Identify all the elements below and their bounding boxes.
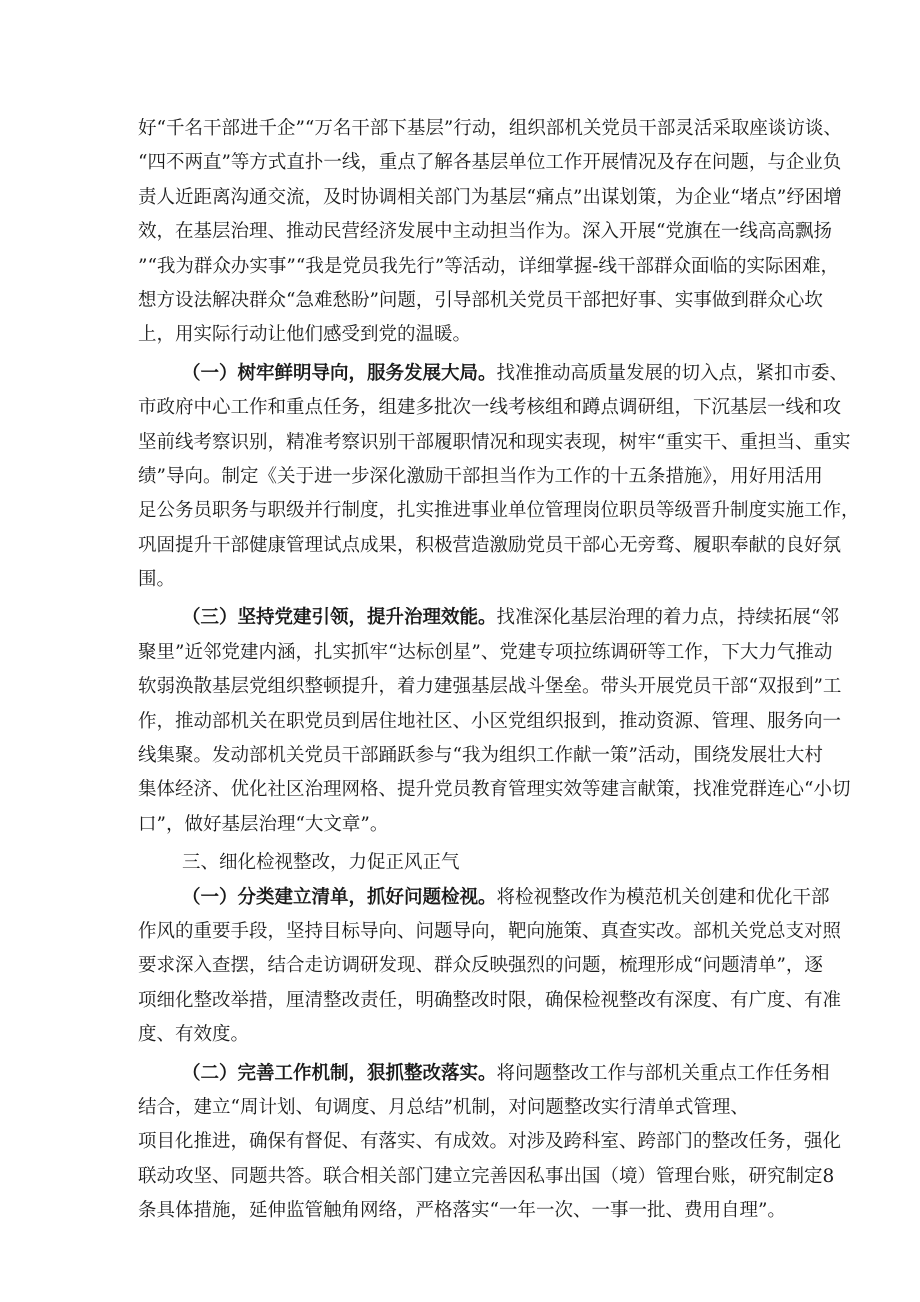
text-line: 责人近距离沟通交流，及时协调相关部门为基层“痛点”出谋划策，为企业“堵点”纾困增 — [138, 186, 842, 208]
text-line: 市政府中心工作和重点任务，组建多批次一线考核组和蹲点调研组，下沉基层一线和攻 — [138, 397, 842, 419]
text-line — [138, 881, 830, 915]
text-line: 想方设法解决群众“急难愁盼”问题，引导部机关党员干部把好事、实事做到群众心坎 — [138, 289, 823, 311]
paragraph-heading: （二）完善工作机制，狠抓整改落实。 — [182, 1062, 497, 1084]
section-title-block — [138, 846, 784, 880]
text-line: 条具体措施，延伸监管触角网络，严格落实“一年一次、一事一批、费用自理”。 — [138, 1200, 786, 1222]
text-line: ”“我为群众办实事”“我是党员我先行”等活动，详细掌握-线干部群众面临的实际困难， — [138, 255, 840, 277]
text-run: 找准推动高质量发展的切入点，紧扣市委、 — [496, 362, 849, 384]
text-line: 效，在基层治理、推动民营经济发展中主动担当作为。深入开展“党旗在一线高高飘扬 — [138, 221, 832, 243]
text-line: 巩固提升干部健康管理试点成果，积极营造激励党员干部心无旁骛、履职奉献的良好氛 — [138, 534, 842, 556]
text-line: 绩”导向。制定《关于进一步深化激励干部担当作为工作的十五条措施》，用好用活用 — [138, 465, 823, 487]
paragraph-party-building — [138, 601, 851, 842]
text-line: 作风的重要手段，坚持目标导向、问题导向，靶向施策、真查实改。部机关党总支对照 — [138, 920, 842, 942]
text-line: 结合，建立“周计划、旬调度、月总结”机制，对问题整改实行清单式管理、 — [138, 1096, 749, 1118]
text-line: 上，用实际行动让他们感受到党的温暖。 — [138, 324, 472, 346]
text-line — [138, 601, 839, 635]
text-line: 集体经济、优化社区治理网格、提升党员教育管理实效等建言献策，找准党群连心“小切 — [138, 779, 851, 801]
text-line: 作，推动部机关在职党员到居住地社区、小区党组织报到，推动资源、管理、服务向一 — [138, 710, 842, 732]
text-line: 聚里”近邻党建内涵，扎实抓牢“达标创星”、党建专项拉练调研等工作，下大力气推动 — [138, 641, 833, 663]
paragraph-heading: （一）树牢鲜明导向，服务发展大局。 — [182, 362, 497, 384]
text-line: 足公务员职务与职级并行制度，扎实推进事业单位管理岗位职员等级晋升制度实施工作， — [138, 500, 860, 522]
paragraph-problem-list — [138, 881, 842, 1053]
text-line: 围。 — [138, 569, 176, 591]
text-line — [138, 357, 849, 391]
text-line: 坚前线考察识别，精准考察识别干部履职情况和现实表现，树牢“重实干、重担当、重实 — [138, 431, 851, 453]
paragraph-heading: （一）分类建立清单，抓好问题检视。 — [182, 886, 497, 908]
text-line: 项细化整改举措，厘清整改责任，明确整改时限，确保检视整改有深度、有广度、有准 — [138, 989, 842, 1011]
text-line: 项目化推进，确保有督促、有落实、有成效。对涉及跨科室、跨部门的整改任务，强化 — [138, 1131, 842, 1153]
paragraph-intro — [138, 112, 842, 353]
document-page — [138, 112, 860, 1229]
text-run: 将检视整改作为模范机关创建和优化干部 — [496, 886, 830, 908]
section-title: 三、细化检视整改，力促正风正气 — [182, 852, 460, 874]
text-run: 找准深化基层治理的着力点，持续拓展“邻 — [496, 607, 839, 629]
text-line: 要求深入查摆，结合走访调研发现、群众反映强烈的问题，梳理形成“问题清单”，逐 — [138, 955, 823, 977]
text-line: 度、有效度。 — [138, 1024, 250, 1046]
text-line: 口”，做好基层治理“大文章”。 — [138, 813, 389, 835]
text-line: 好“千名干部进千企”“万名干部下基层”行动，组织部机关党员干部灵活采取座谈访谈、 — [138, 118, 842, 139]
text-line: 联动攻坚、同题共答。联合相关部门建立完善因私事出国（境）管理台账，研究制定8 — [138, 1165, 835, 1187]
paragraph-guidance — [138, 357, 860, 598]
text-line: “四不两直”等方式直扑一线，重点了解各基层单位工作开展情况及存在问题，与企业负 — [138, 152, 842, 174]
text-line: 线集聚。发动部机关党员干部踊跃参与“我为组织工作献一策”活动，围绕发展壮大村 — [138, 745, 823, 767]
paragraph-mechanism — [138, 1057, 842, 1229]
text-line — [138, 1057, 830, 1091]
paragraph-heading: （三）坚持党建引领，提升治理效能。 — [182, 607, 497, 629]
text-line: 软弱涣散基层党组织整顿提升，着力建强基层战斗堡垒。带头开展党员干部“双报到”工 — [138, 676, 842, 698]
text-run: 将问题整改工作与部机关重点工作任务相 — [496, 1062, 830, 1084]
